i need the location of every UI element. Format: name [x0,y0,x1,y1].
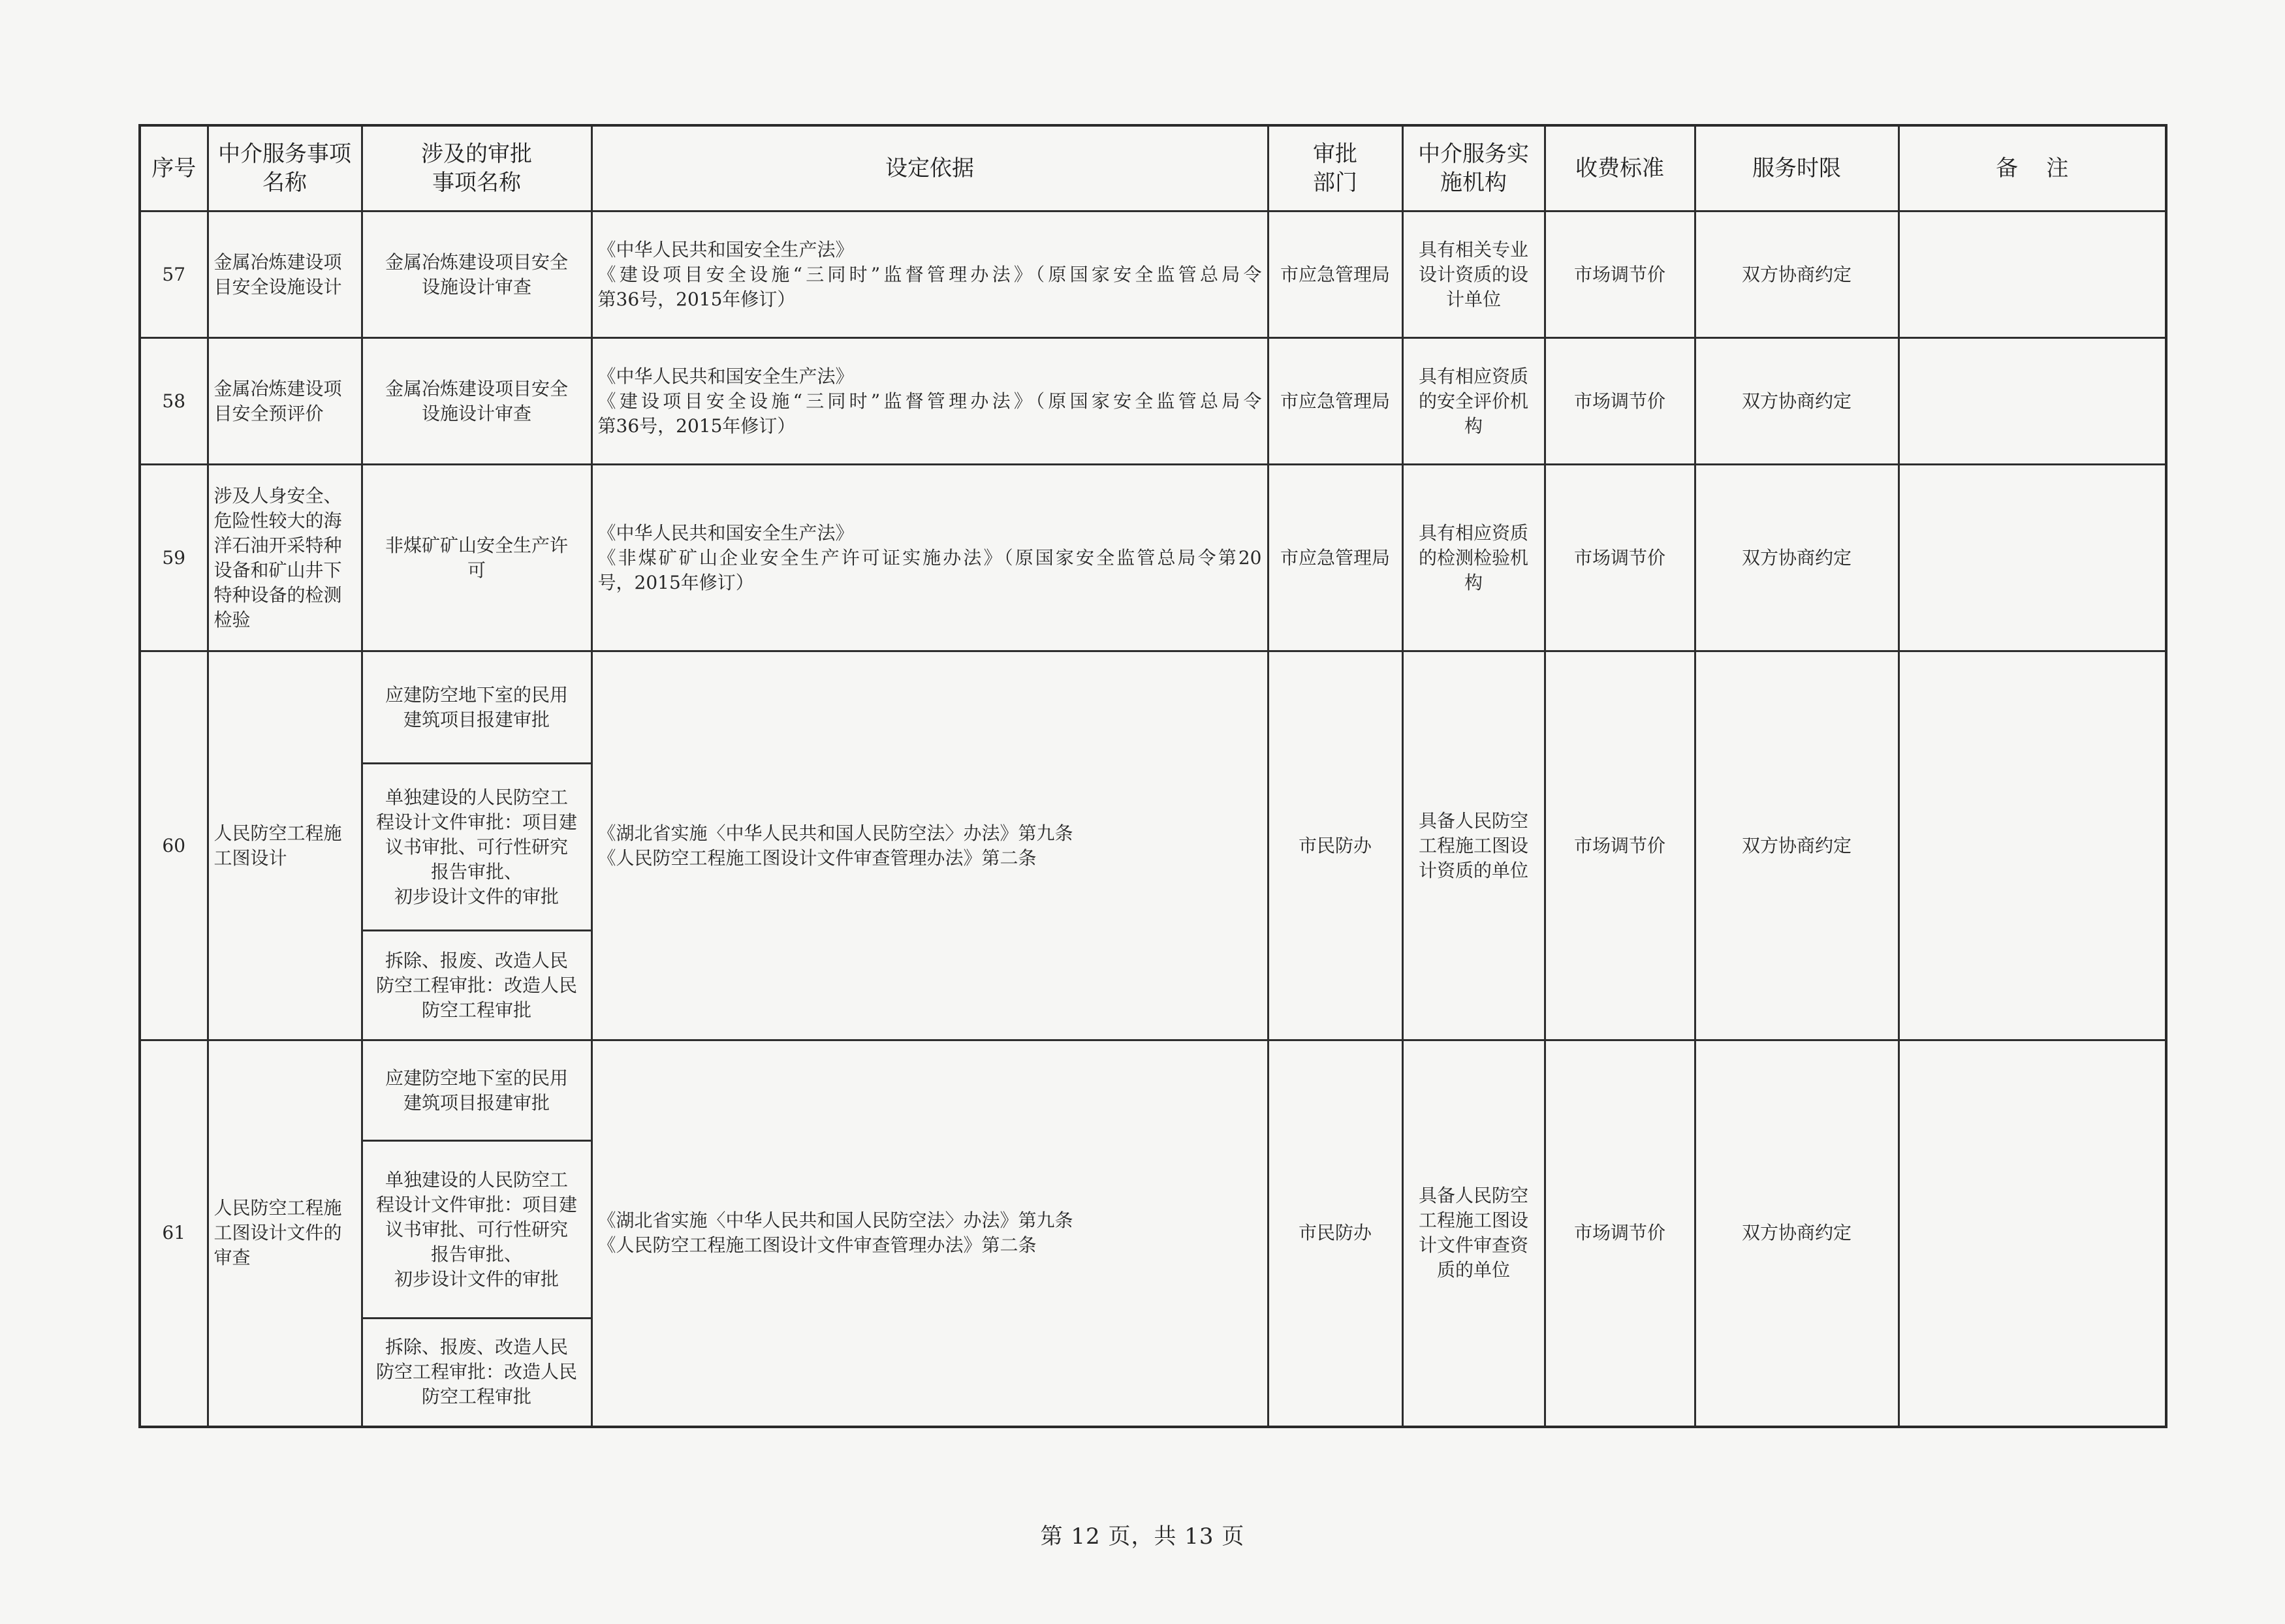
header-agency: 中介服务实 施机构 [1402,125,1545,211]
cell-dept: 市应急管理局 [1268,465,1402,651]
cell-fee: 市场调节价 [1545,465,1695,651]
cell-seq: 61 [140,1040,208,1427]
cell-seq: 60 [140,651,208,1040]
cell-time: 双方协商约定 [1695,1040,1899,1427]
cell-approval-1: 应建防空地下室的民用 建筑项目报建审批 [362,651,591,764]
cell-dept: 市民防办 [1268,1040,1402,1427]
cell-time: 双方协商约定 [1695,338,1899,465]
cell-agency: 具备人民防空 工程施工图设 计资质的单位 [1402,651,1545,1040]
cell-time: 双方协商约定 [1695,211,1899,338]
cell-agency: 具备人民防空 工程施工图设 计文件审查资 质的单位 [1402,1040,1545,1427]
page-footer: 第 12 页，共 13 页 [1040,1523,1245,1550]
cell-basis: 《湖北省实施〈中华人民共和国人民防空法〉办法》第九条 《人民防空工程施工图设计文件审查管理办法》第二条 [591,651,1268,1040]
cell-seq: 57 [140,211,208,338]
table-row-61 [140,1040,2166,1141]
table-row-60 [140,651,2166,764]
cell-basis: 《中华人民共和国安全生产法》 《非煤矿矿山企业安全生产许可证实施办法》（原国家安全监管总局令第20 号，2015年修订） [591,465,1268,651]
cell-fee: 市场调节价 [1545,651,1695,1040]
cell-dept: 市应急管理局 [1268,211,1402,338]
cell-approval-3: 拆除、报废、改造人民 防空工程审批：改造人民 防空工程审批 [362,1319,591,1427]
cell-remark [1899,651,2166,1040]
table-row-57 [140,211,2166,338]
cell-dept: 市民防办 [1268,651,1402,1040]
cell-dept: 市应急管理局 [1268,338,1402,465]
header-approval-dept: 审批 部门 [1268,125,1402,211]
cell-service: 人民防空工程施 工图设计文件的 审查 [208,1040,362,1427]
cell-fee: 市场调节价 [1545,338,1695,465]
cell-basis: 《中华人民共和国安全生产法》 《建设项目安全设施“三同时”监督管理办法》（原国家安全监管总局令 第36号，2015年修订） [591,211,1268,338]
header-row [140,125,2166,211]
header-approval-item: 涉及的审批 事项名称 [362,125,591,211]
table-row-59 [140,465,2166,651]
header-fee: 收费标准 [1545,125,1695,211]
header-remark: 备 注 [1899,125,2166,211]
cell-agency: 具有相应资质 的检测检验机 构 [1402,465,1545,651]
cell-approval: 金属冶炼建设项目安全 设施设计审查 [362,211,591,338]
cell-time: 双方协商约定 [1695,465,1899,651]
service-table [138,124,2167,1428]
cell-approval-2: 单独建设的人民防空工 程设计文件审批：项目建 议书审批、可行性研究 报告审批、 初步设计文件的审批 [362,764,591,931]
cell-remark [1899,1040,2166,1427]
cell-remark [1899,211,2166,338]
cell-fee: 市场调节价 [1545,1040,1695,1427]
cell-seq: 58 [140,338,208,465]
cell-approval-3: 拆除、报废、改造人民 防空工程审批：改造人民 防空工程审批 [362,931,591,1040]
cell-service: 涉及人身安全、 危险性较大的海 洋石油开采特种 设备和矿山井下 特种设备的检测 检验 [208,465,362,651]
cell-service: 金属冶炼建设项 目安全预评价 [208,338,362,465]
header-service-name: 中介服务事项 名称 [208,125,362,211]
cell-approval: 金属冶炼建设项目安全 设施设计审查 [362,338,591,465]
cell-approval-1: 应建防空地下室的民用 建筑项目报建审批 [362,1040,591,1141]
cell-remark [1899,465,2166,651]
cell-service: 金属冶炼建设项 目安全设施设计 [208,211,362,338]
cell-agency: 具有相应资质 的安全评价机 构 [1402,338,1545,465]
cell-seq: 59 [140,465,208,651]
cell-agency: 具有相关专业 设计资质的设 计单位 [1402,211,1545,338]
cell-remark [1899,338,2166,465]
table-row-58 [140,338,2166,465]
cell-approval-2: 单独建设的人民防空工 程设计文件审批：项目建 议书审批、可行性研究 报告审批、 初步设计文件的审批 [362,1141,591,1319]
cell-approval: 非煤矿矿山安全生产许 可 [362,465,591,651]
cell-time: 双方协商约定 [1695,651,1899,1040]
header-seq: 序号 [140,125,208,211]
cell-service: 人民防空工程施 工图设计 [208,651,362,1040]
cell-fee: 市场调节价 [1545,211,1695,338]
header-time-limit: 服务时限 [1695,125,1899,211]
cell-basis: 《中华人民共和国安全生产法》 《建设项目安全设施“三同时”监督管理办法》（原国家安全监管总局令 第36号，2015年修订） [591,338,1268,465]
cell-basis: 《湖北省实施〈中华人民共和国人民防空法〉办法》第九条 《人民防空工程施工图设计文件审查管理办法》第二条 [591,1040,1268,1427]
header-basis: 设定依据 [591,125,1268,211]
